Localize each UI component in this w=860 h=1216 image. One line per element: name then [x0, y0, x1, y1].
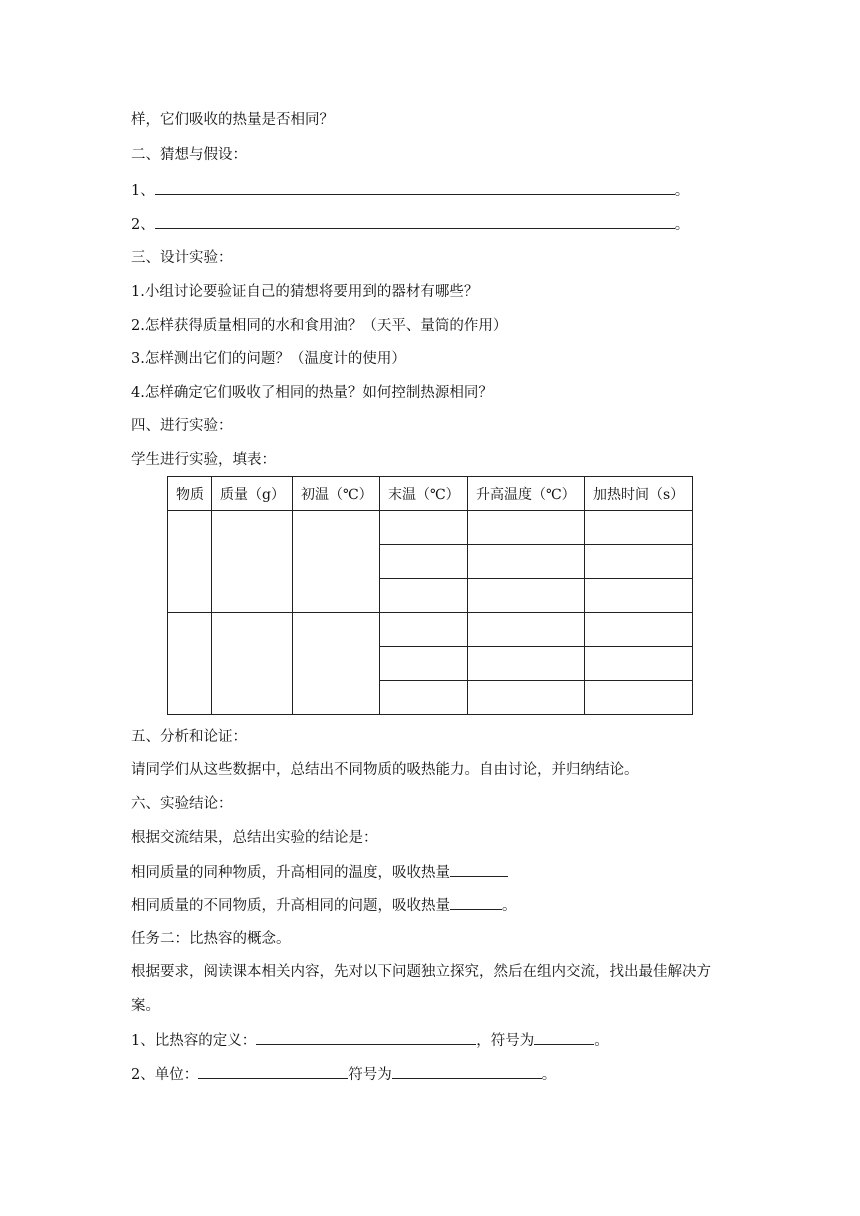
table-cell	[212, 511, 293, 613]
conclusion-1-text: 相同质量的同种物质，升高相同的温度，吸收热量	[131, 865, 450, 881]
definition-symbol-blank	[534, 1030, 594, 1045]
conclusion-2-text: 相同质量的不同物质，升高相同的问题，吸收热量	[131, 898, 450, 914]
unit-blank	[198, 1064, 348, 1079]
unit-symbol-label: 符号为	[348, 1067, 392, 1083]
table-cell	[468, 681, 585, 715]
header-heating-time: 加热时间（s）	[585, 477, 693, 511]
table-cell	[293, 511, 380, 613]
hypothesis-2-blank	[155, 214, 675, 229]
conclusion-2-blank	[450, 895, 502, 910]
section-heading-experiment: 四、进行实验：	[131, 418, 233, 434]
definition-symbol-label: ，符号为	[476, 1033, 535, 1049]
definition-end: 。	[594, 1033, 609, 1049]
hypothesis-1-end: 。	[674, 183, 690, 199]
definition-question	[131, 1030, 609, 1051]
table-cell	[468, 647, 585, 681]
table-cell	[168, 511, 212, 613]
table-cell	[380, 681, 468, 715]
table-cell	[585, 579, 693, 613]
table-cell	[380, 545, 468, 579]
table-row	[168, 511, 693, 545]
hypothesis-1-label: 1、	[131, 183, 155, 199]
experiment-data-table	[167, 476, 693, 715]
section-heading-analysis: 五、分析和论证：	[131, 729, 247, 745]
table-cell	[212, 613, 293, 715]
header-substance: 物质	[168, 477, 212, 511]
design-item-2: 2.怎样获得质量相同的水和食用油？（天平、量筒的作用）	[131, 318, 508, 334]
table-cell	[380, 647, 468, 681]
table-header-row	[168, 477, 693, 511]
conclusion-1-blank	[450, 862, 508, 877]
table-cell	[585, 647, 693, 681]
table-cell	[468, 545, 585, 579]
hypothesis-1-blank	[155, 180, 675, 195]
table-cell	[380, 579, 468, 613]
conclusion-intro: 根据交流结果，总结出实验的结论是：	[131, 830, 378, 846]
table-cell	[168, 613, 212, 715]
section-heading-conclusion: 六、实验结论：	[131, 796, 233, 812]
section-heading-hypothesis: 二、猜想与假设：	[131, 147, 247, 163]
task-two-heading: 任务二：比热容的概念。	[131, 931, 291, 947]
table-cell	[380, 613, 468, 647]
hypothesis-2	[131, 214, 689, 235]
table-cell	[380, 511, 468, 545]
design-item-4: 4.怎样确定它们吸收了相同的热量？如何控制热源相同？	[131, 385, 493, 401]
table-cell	[468, 613, 585, 647]
table-cell	[585, 511, 693, 545]
unit-label: 2、单位：	[131, 1067, 199, 1083]
table-cell	[293, 613, 380, 715]
design-item-1: 1.小组讨论要验证自己的猜想将要用到的器材有哪些？	[131, 284, 479, 300]
design-item-3: 3.怎样测出它们的问题？（温度计的使用）	[131, 351, 406, 367]
task-two-instruction: 根据要求，阅读课本相关内容，先对以下问题独立探究，然后在组内交流，找出最佳解决方	[131, 964, 711, 980]
conclusion-2-end: 。	[502, 898, 517, 914]
table-cell	[585, 681, 693, 715]
unit-question	[131, 1064, 556, 1085]
table-cell	[585, 545, 693, 579]
table-cell	[585, 613, 693, 647]
analysis-text: 请同学们从这些数据中，总结出不同物质的吸热能力。自由讨论，并归纳结论。	[131, 762, 639, 778]
definition-blank	[256, 1030, 476, 1045]
table-row	[168, 613, 693, 647]
conclusion-1	[131, 862, 508, 883]
hypothesis-2-end: 。	[674, 217, 690, 233]
text-line-question-end: 样，它们吸收的热量是否相同？	[131, 112, 334, 128]
definition-label: 1、比热容的定义：	[131, 1033, 257, 1049]
experiment-instruction: 学生进行实验，填表：	[131, 452, 276, 468]
hypothesis-2-label: 2、	[131, 217, 155, 233]
unit-symbol-blank	[392, 1064, 542, 1079]
section-heading-design: 三、设计实验：	[131, 250, 233, 266]
table-cell	[468, 511, 585, 545]
hypothesis-1	[131, 180, 689, 201]
header-final-temp: 末温（℃）	[380, 477, 468, 511]
table-cell	[468, 579, 585, 613]
task-two-instruction-cont: 案。	[131, 998, 160, 1014]
header-initial-temp: 初温（℃）	[293, 477, 380, 511]
unit-end: 。	[541, 1067, 557, 1083]
header-mass: 质量（g）	[212, 477, 293, 511]
conclusion-2	[131, 895, 517, 916]
header-temp-rise: 升高温度（℃）	[468, 477, 585, 511]
